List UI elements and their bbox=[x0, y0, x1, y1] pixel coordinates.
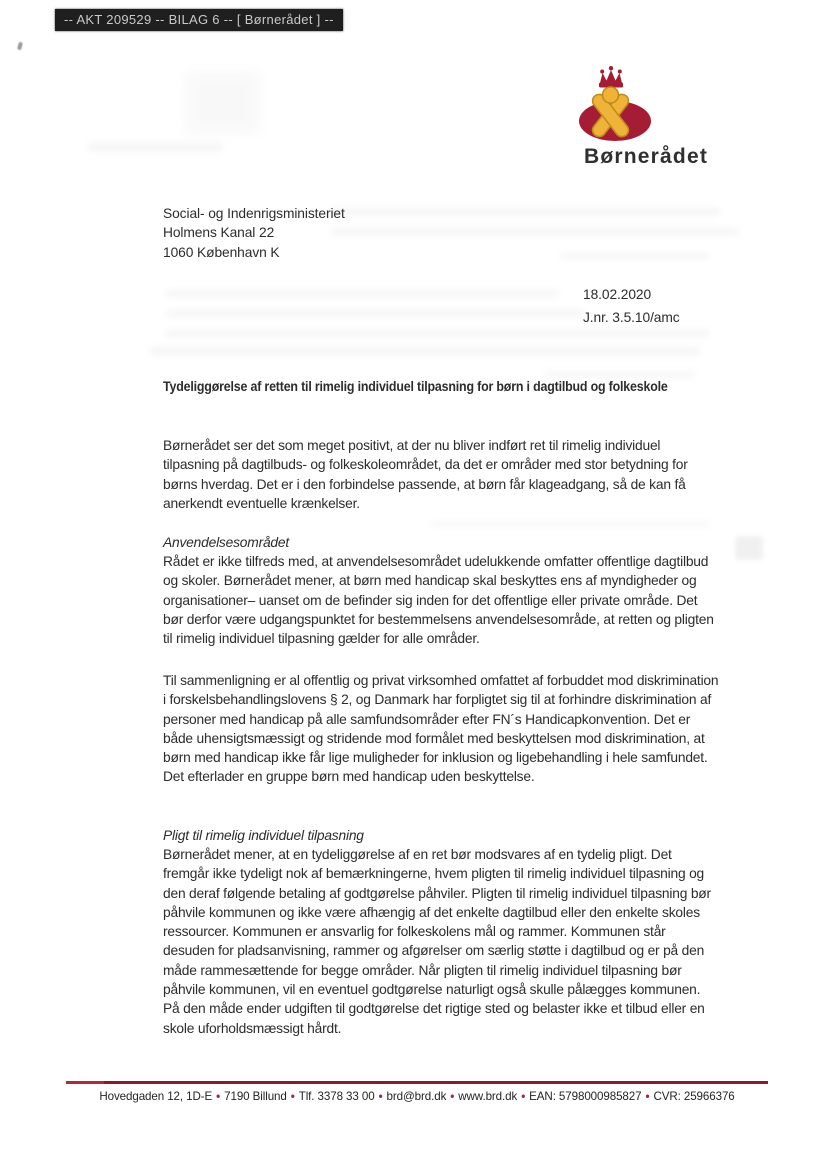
scan-artifact bbox=[430, 520, 710, 528]
bornerraadet-logo-icon bbox=[555, 58, 680, 150]
footer-address: Hovedgaden 12, 1D-E bbox=[99, 1090, 213, 1103]
bullet-icon: • bbox=[378, 1090, 383, 1103]
paragraph-pligt: Børnerådet mener, at en tydeliggørelse af en ret bør modsvares af en tydelig pligt. Det fremgår ikke tydeligt nok af bemærkningerne, hvem pligten til rimelig individuel tilpasning og den deraf følgende betaling af godtgørelse påhviler. Pligten til rimelig individuel tilpasning bør påhvile kommunen og ikke være afhængig af det enkelte dagtilbud eller den enkelte skoles ressourcer. Kommunen er ansvarlig for folkeskolens mål og rammer. Kommunen står desuden for pladsanvisning, rammer og afgørelser om særlig støtte i dagtilbud og er på den måde rammesættende for begge områder. Når pligten til rimelig individuel tilpasning bør påhvile kommunen, vil en eventuel godtgørelse naturligt også skulle pålægges kommunen. På den måde ender udgiften til godtgørelse det rigtige sted og belaster ikke et tilbud eller en skole uforholdsmæssigt hårdt. bbox=[163, 847, 711, 1036]
footer-cvr: CVR: 25966376 bbox=[653, 1090, 735, 1103]
bullet-icon: • bbox=[521, 1090, 526, 1103]
letter-meta bbox=[583, 283, 680, 329]
scan-artifact bbox=[165, 329, 710, 338]
section-heading-pligt: Pligt til rimelig individuel tilpasning bbox=[163, 828, 364, 843]
journal-number: J.nr. 3.5.10/amc bbox=[583, 310, 680, 325]
paragraph-sammenligning: Til sammenligning er al offentlig og privat virksomhed omfattet af forbuddet mod diskrimination i forskelsbehandlingslovens § 2, og Danmark har forpligtet sig til at forhindre diskrimination af personer med handicap på alle samfundsområder efter FN´s Handicapkonvention. Det er både uhensigtsmæssigt og stridende mod formålet med beskyttelsen mod diskrimination, at børn med handicap ikke får lige muligheder for inklusion og ligebehandling i hele samfundet. Det efterlader en gruppe børn med handicap uden beskyttelse. bbox=[163, 673, 719, 785]
paragraph-anvendelsesomraadet: Rådet er ikke tilfreds med, at anvendelsesområdet udelukkende omfatter offentlige dagtilbud og skoler. Børnerådet mener, at børn med handicap skal beskyttes ens af myndigheder og organisationer– uanset om de befinder sig inden for det offentlige eller private område. Det bør derfor være udgangspunktet for bestemmelsens anvendelsesområde, at retten og pligten til rimelig individuel tilpasning gælder for alle områder. bbox=[163, 554, 714, 647]
scan-artifact bbox=[165, 289, 560, 298]
scan-artifact bbox=[735, 536, 763, 560]
bullet-icon: • bbox=[290, 1090, 295, 1103]
bullet-icon: • bbox=[645, 1090, 650, 1103]
scan-artifact bbox=[330, 227, 740, 236]
scan-artifact bbox=[150, 346, 700, 356]
bullet-icon: • bbox=[216, 1090, 221, 1103]
footer-ean: EAN: 5798000985827 bbox=[529, 1090, 642, 1103]
crown-icon bbox=[599, 66, 623, 88]
scan-artifact bbox=[185, 72, 260, 134]
recipient-street: Holmens Kanal 22 bbox=[163, 225, 275, 241]
footer-email: brd@brd.dk bbox=[386, 1090, 447, 1103]
footer-city: 7190 Billund bbox=[224, 1090, 287, 1103]
logo-wordmark: Børnerådet bbox=[584, 145, 709, 168]
footer-phone: Tlf. 3378 33 00 bbox=[298, 1090, 375, 1103]
section-heading-anvendelsesomraadet: Anvendelsesområdet bbox=[163, 535, 290, 550]
paragraph-intro: Børnerådet ser det som meget positivt, at der nu bliver indført ret til rimelig individuel tilpasning på dagtilbuds- og folkeskoleområdet, da det er områder med stor betydning for børns hverdag. Det er i den forbindelse passende, at børn får klageadgang, så de kan få anerkendt eventuelle krænkelser. bbox=[163, 438, 688, 511]
scan-artifact bbox=[560, 252, 710, 260]
letter-date: 18.02.2020 bbox=[583, 287, 652, 302]
footer-contact-line bbox=[66, 1090, 768, 1103]
recipient-address bbox=[163, 204, 345, 262]
bullet-icon: • bbox=[450, 1090, 455, 1103]
recipient-city: 1060 København K bbox=[163, 244, 280, 260]
recipient-name: Social- og Indenrigsministeriet bbox=[163, 206, 345, 221]
scan-speck bbox=[17, 42, 23, 51]
scan-artifact bbox=[330, 207, 720, 216]
scan-artifact bbox=[88, 142, 223, 152]
letter-title: Tydeliggørelse af retten til rimelig individuel tilpasning for børn i dagtilbud og folkeskole bbox=[163, 379, 668, 394]
footer-divider bbox=[66, 1081, 768, 1084]
footer-website: www.brd.dk bbox=[458, 1090, 518, 1103]
akt-header-bar: -- AKT 209529 -- BILAG 6 -- [ Børnerådet ] -- bbox=[55, 9, 343, 31]
scan-artifact bbox=[165, 309, 585, 318]
